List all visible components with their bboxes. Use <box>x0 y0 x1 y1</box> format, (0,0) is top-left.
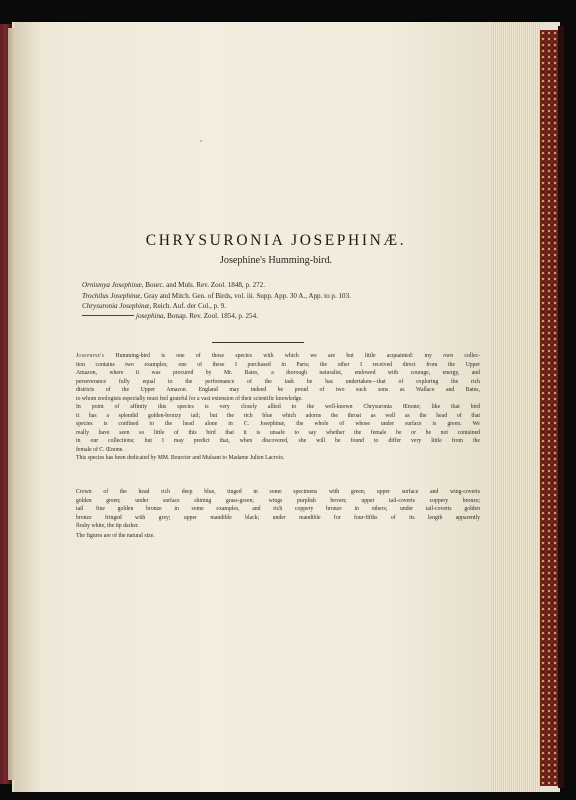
paragraph-line: female of C. Œnone. <box>76 446 124 453</box>
paragraph-line: perseverance fully equal to the performance of the task he has undertaken—that of exploring the rich <box>76 378 480 385</box>
synonym-line <box>82 292 351 300</box>
paragraph-lead: Josephine's <box>76 353 105 359</box>
paragraph-line: Amazon, where it was procured by Mr. Bates, a thorough naturalist, endowed with courage, energy, and <box>76 370 480 376</box>
paragraph-line: really have seen so little of this bird that it is unsafe to say whether the female be or be not contained <box>76 429 480 436</box>
paragraph-3 <box>76 454 480 463</box>
paragraph-line: Josephine's Humming-bird is one of those species with which we are but little acquainted: my own collec- <box>76 353 480 359</box>
plate-title: CHRYSURONIA JOSEPHINÆ. <box>145 232 407 249</box>
paragraph-line: This species has been dedicated by MM. Bourcier and Mulsant to Madame Julien Lacroix. <box>76 455 285 461</box>
page-speck <box>200 140 202 142</box>
synonym-ref: Reich. Auf. der Col., p. 9. <box>151 302 226 310</box>
paragraph-line: in our collections; but I may predict that, when discovered, she will be found to differ very little from the <box>76 438 480 444</box>
synonym-ref: Gray and Mitch. Gen. of Birds, vol. iii. Supp. App. 30 A., App. to p. 103. <box>142 292 351 300</box>
plate-subtitle: Josephine's Humming-bird. <box>219 255 333 266</box>
paragraph-line: Crown of the head rich deep blue, tinged in some specimens with green; upper surface and wing-coverts <box>76 489 480 495</box>
paragraph-2 <box>76 403 480 454</box>
paragraph-5 <box>76 532 480 541</box>
ditto-rule <box>82 315 134 316</box>
synonym-name: Chrysuronia Josephinæ, <box>82 302 152 310</box>
paragraph-line: fleshy white, the tip darker. <box>76 523 139 529</box>
section-divider <box>212 342 304 343</box>
paragraph-line: it has a splendid golden-bronzy tail; but the rich blue which adorns the throat as well as the head of that <box>76 412 480 419</box>
paragraph-line: bronze fringed with grey; upper mandible black; under mandible for four-fifths of its length apparently <box>76 514 480 521</box>
synonym-line <box>82 302 226 310</box>
paragraph-line: In point of affinity this species is very closely allied to the well-known Chrysuronia Œnone; like that bird <box>76 404 480 410</box>
synonym-name: Trochilus Josephinæ, <box>82 292 143 300</box>
paragraph-line: species is confined to the head alone in C. Josephinæ, the whole of whose under surface is green. We <box>76 421 480 427</box>
synonym-ref: Bonap. Rev. Zool. 1854, p. 254. <box>165 312 258 320</box>
paragraph-line: to whom zoologists especially must feel grateful for a vast extension of their scientific knowledge. <box>76 395 303 402</box>
paragraph-4 <box>76 488 480 531</box>
page-fore-edge <box>490 22 540 792</box>
cover-edge <box>558 26 564 788</box>
paragraph-line: tion contains two examples; one of these I purchased in Paris; the other I received direct from the Upper <box>76 361 480 368</box>
paragraph-1 <box>76 352 480 403</box>
synonym-line <box>82 281 265 289</box>
marbled-board-edge <box>540 30 560 786</box>
synonym-name: josephina, <box>136 312 166 320</box>
synonym-name: Ornismya Josephinæ, <box>82 281 144 289</box>
synonym-line <box>82 312 258 320</box>
paragraph-line: The figures are of the natural size. <box>76 533 155 539</box>
paragraph-line: golden green; under surface shining grass-green; wings purplish brown; upper tail-coverts coppery bronze; <box>76 497 480 504</box>
paragraph-line: districts of the Upper Amazon. England may indeed be proud of two such sons as Wallace and Bates, <box>76 387 480 393</box>
synonym-ref: Bourc. and Muls. Rev. Zool. 1848, p. 272. <box>143 281 265 289</box>
paragraph-line: tail fine golden bronze in some examples, and rich coppery bronze in others; under tail-coverts golden <box>76 506 480 512</box>
